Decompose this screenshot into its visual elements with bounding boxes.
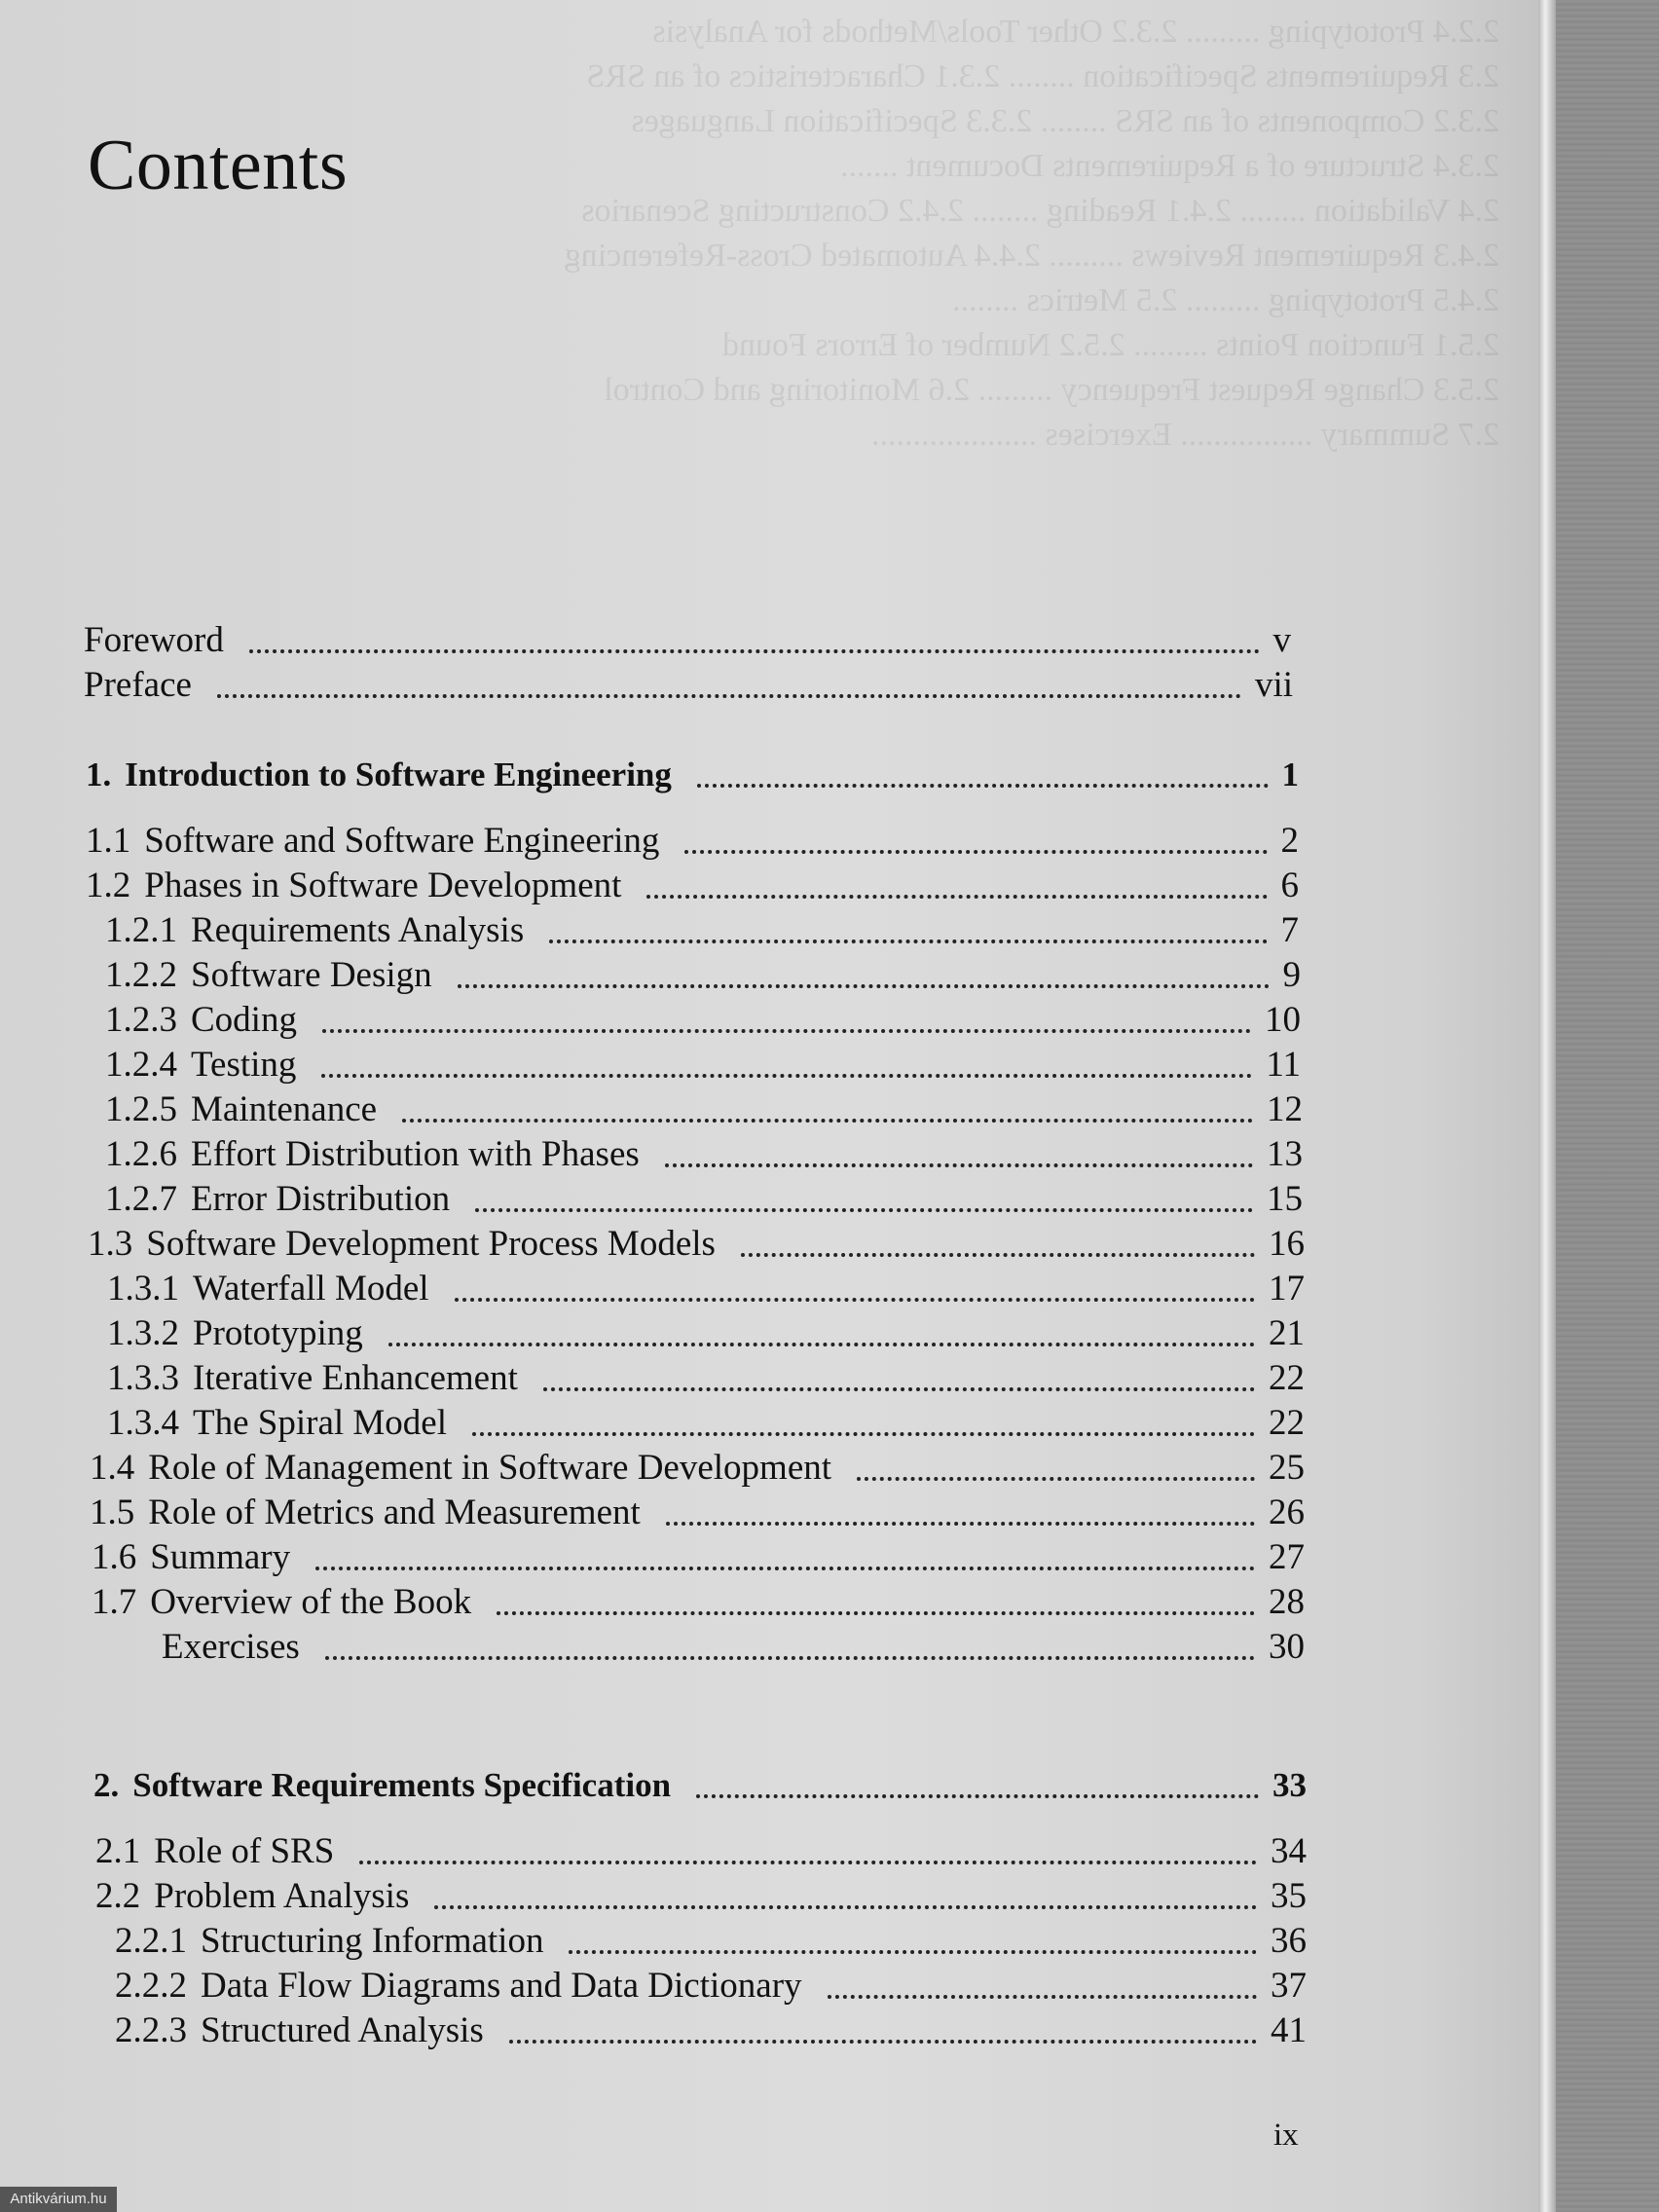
toc-entry-number: 1.5	[90, 1493, 135, 1532]
toc-entry-label: Structured Analysis	[201, 2010, 484, 2050]
toc-entry-number: 1.3	[88, 1224, 133, 1264]
toc-entry-number: 2.	[93, 1766, 120, 1804]
toc-entry-1-1[interactable]	[86, 820, 1299, 863]
toc-entry-1-4[interactable]	[90, 1447, 1305, 1490]
toc-entry-1-3-2[interactable]	[107, 1312, 1305, 1355]
toc-entry-number: 2.2.3	[115, 2010, 187, 2050]
toc-entry-label: Effort Distribution with Phases	[191, 1134, 640, 1174]
toc-entry-page: 13	[1267, 1134, 1303, 1174]
toc-entry-number: 1.	[86, 756, 112, 793]
toc-entry-label: Error Distribution	[191, 1179, 451, 1219]
toc-entry-page: 9	[1282, 955, 1301, 995]
toc-entry-number: 1.2.7	[105, 1179, 177, 1219]
toc-entry-label: Structuring Information	[201, 1921, 544, 1961]
watermark: Antikvárium.hu	[0, 2187, 117, 2212]
dot-leader	[402, 1109, 1253, 1123]
toc-entry-label: Software Requirements Specification	[132, 1766, 672, 1804]
toc-entry-number: 1.2	[86, 866, 131, 905]
toc-entry-page: 11	[1266, 1045, 1301, 1085]
toc-entry-page: 16	[1269, 1224, 1305, 1264]
toc-entry-label: Waterfall Model	[193, 1269, 429, 1309]
dot-leader	[696, 1785, 1259, 1798]
toc-entry-page: 27	[1269, 1537, 1305, 1577]
toc-entry-page: 7	[1280, 910, 1299, 950]
dot-leader	[217, 684, 1241, 698]
toc-entry-1-7[interactable]	[92, 1581, 1305, 1624]
dot-leader	[697, 774, 1269, 788]
toc-entry-1-2-2[interactable]	[105, 954, 1301, 997]
dot-leader	[325, 1646, 1255, 1660]
toc-entry-number: 2.2.2	[115, 1966, 187, 2006]
dot-leader	[665, 1154, 1253, 1167]
toc-chapter-1[interactable]	[86, 754, 1299, 796]
toc-entry-label: Software Design	[191, 955, 432, 995]
dot-leader	[741, 1243, 1255, 1257]
dot-leader	[857, 1467, 1255, 1481]
toc-entry-number: 2.1	[95, 1831, 141, 1871]
dot-leader	[569, 1940, 1257, 1954]
toc-entry-1-2-1[interactable]	[105, 909, 1299, 952]
toc-entry-label: Role of Management in Software Development	[148, 1448, 832, 1488]
dot-leader	[388, 1333, 1255, 1346]
toc-entry-page: 2	[1280, 821, 1299, 861]
show-through-text: 2.2.4 Prototyping ......... 2.3.2 Other Tools/Methods for Analysis 2.3 Requirements Specification ........ 2.3.1 Characteristics of an SRS 2.3.2 Components of an SRS ........ 2.3.3 Specification Languages 2.3.4 Structure of a Requirements Document ....... 2.4 Validation ........ 2.4.1 Reading ........ 2.4.2 Constructing Scenarios 2.4.3 Requirement Reviews ......... 2.4.4 Automated Cross-Referencing 2.4.5 Prototyping ......... 2.5 Metrics ........ 2.5.1 Function Points ......... 2.5.2 Number of Errors Found 2.5.3 Change Request Frequency ......... 2.6 Monitoring and Control 2.7 Summary ................ Exercises ....................	[564, 14, 1499, 453]
dot-leader	[458, 975, 1270, 988]
dot-leader	[497, 1602, 1255, 1615]
dot-leader	[475, 1198, 1253, 1212]
toc-entry-label: Software Development Process Models	[146, 1224, 716, 1264]
toc-entry-1-2-7[interactable]	[105, 1178, 1303, 1221]
toc-entry-number: 2.2.1	[115, 1921, 187, 1961]
toc-entry-number: 2.2	[95, 1876, 141, 1916]
toc-entry-page: 21	[1269, 1313, 1305, 1353]
toc-entry-1-3-1[interactable]	[107, 1268, 1305, 1310]
toc-entry-1-2-6[interactable]	[105, 1133, 1303, 1176]
toc-entry-label: Iterative Enhancement	[193, 1358, 518, 1398]
toc-entry-label: Foreword	[84, 620, 224, 660]
toc-entry-page: 12	[1267, 1089, 1303, 1129]
dot-leader	[646, 885, 1267, 899]
toc-entry-page: vii	[1254, 665, 1293, 705]
dot-leader	[684, 840, 1267, 854]
toc-entry-page: v	[1272, 620, 1291, 660]
toc-entry-number: 1.2.4	[105, 1045, 177, 1085]
toc-entry-label: Exercises	[162, 1627, 300, 1667]
toc-entry-label: Role of SRS	[154, 1831, 335, 1871]
toc-entry-1-2[interactable]	[86, 865, 1299, 907]
dot-leader	[322, 1019, 1251, 1033]
dot-leader	[549, 930, 1267, 943]
toc-entry-page: 25	[1269, 1448, 1305, 1488]
toc-entry-label: Coding	[191, 1000, 297, 1040]
toc-entry-label: The Spiral Model	[193, 1403, 448, 1443]
toc-entry-label: Requirements Analysis	[191, 910, 525, 950]
toc-entry-number: 1.2.5	[105, 1089, 177, 1129]
toc-entry-page: 28	[1269, 1582, 1305, 1622]
toc-entry-1-5[interactable]	[90, 1492, 1305, 1534]
toc-entry-exercises[interactable]	[162, 1626, 1305, 1669]
page-number: ix	[1273, 2118, 1299, 2153]
toc-entry-label: Overview of the Book	[150, 1582, 472, 1622]
toc-entry-label: Data Flow Diagrams and Data Dictionary	[201, 1966, 802, 2006]
toc-entry-page: 1	[1281, 756, 1299, 793]
toc-entry-page: 33	[1272, 1766, 1307, 1804]
toc-entry-number: 1.6	[92, 1537, 137, 1577]
toc-entry-label: Summary	[150, 1537, 291, 1577]
page-edge	[1538, 0, 1556, 2212]
toc-entry-1-3[interactable]	[88, 1223, 1305, 1266]
toc-entry-2-2[interactable]	[95, 1875, 1307, 1918]
toc-entry-label: Problem Analysis	[154, 1876, 410, 1916]
toc-entry-label: Phases in Software Development	[144, 866, 622, 905]
toc-entry-number: 1.4	[90, 1448, 135, 1488]
toc-entry-label: Introduction to Software Engineering	[125, 756, 672, 793]
toc-entry-2-2-1[interactable]	[115, 1920, 1307, 1963]
toc-entry-page: 6	[1280, 866, 1299, 905]
dot-leader	[472, 1422, 1255, 1436]
toc-entry-label: Testing	[191, 1045, 297, 1085]
toc-entry-number: 1.2.3	[105, 1000, 177, 1040]
page-title: Contents	[88, 126, 349, 205]
toc-entry-1-6[interactable]	[92, 1536, 1305, 1579]
toc-entry-label: Maintenance	[191, 1089, 378, 1129]
toc-entry-number: 1.2.1	[105, 910, 177, 950]
toc-entry-foreword[interactable]	[84, 619, 1291, 662]
toc-entry-1-3-4[interactable]	[107, 1402, 1305, 1445]
toc-entry-page: 17	[1269, 1269, 1305, 1309]
toc-entry-page: 15	[1267, 1179, 1303, 1219]
dot-leader	[321, 1064, 1252, 1078]
toc-entry-2-1[interactable]	[95, 1830, 1307, 1873]
dot-leader	[828, 1985, 1257, 1999]
toc-entry-number: 1.3.2	[107, 1313, 179, 1353]
toc-entry-page: 41	[1271, 2010, 1307, 2050]
dot-leader	[315, 1557, 1255, 1570]
dot-leader	[434, 1896, 1257, 1909]
toc-entry-1-3-3[interactable]	[107, 1357, 1305, 1400]
toc-entry-label: Preface	[84, 665, 192, 705]
toc-entry-number: 1.2.2	[105, 955, 177, 995]
dot-leader	[509, 2030, 1257, 2044]
toc-entry-page: 22	[1269, 1403, 1305, 1443]
toc-entry-page: 34	[1271, 1831, 1307, 1871]
dot-leader	[543, 1378, 1255, 1391]
toc-entry-label: Software and Software Engineering	[144, 821, 660, 861]
toc-entry-page: 30	[1269, 1627, 1305, 1667]
toc-entry-number: 1.3.4	[107, 1403, 179, 1443]
toc-entry-page: 37	[1271, 1966, 1307, 2006]
toc-entry-1-2-5[interactable]	[105, 1088, 1303, 1131]
book-background	[1556, 0, 1659, 2212]
toc-chapter-2[interactable]	[93, 1764, 1307, 1807]
toc-entry-1-2-4[interactable]	[105, 1044, 1301, 1087]
dot-leader	[249, 640, 1260, 653]
toc-entry-label: Role of Metrics and Measurement	[148, 1493, 641, 1532]
toc-entry-number: 1.2.6	[105, 1134, 177, 1174]
dot-leader	[455, 1288, 1255, 1302]
toc-entry-1-2-3[interactable]	[105, 999, 1301, 1042]
toc-entry-number: 1.3.3	[107, 1358, 179, 1398]
toc-entry-preface[interactable]	[84, 664, 1293, 707]
toc-entry-2-2-2[interactable]	[115, 1965, 1307, 2008]
toc-entry-page: 26	[1269, 1493, 1305, 1532]
toc-entry-page: 22	[1269, 1358, 1305, 1398]
toc-entry-number: 1.1	[86, 821, 131, 861]
toc-entry-label: Prototyping	[193, 1313, 363, 1353]
dot-leader	[359, 1851, 1257, 1864]
toc-entry-page: 10	[1265, 1000, 1301, 1040]
toc-entry-number: 1.3.1	[107, 1269, 179, 1309]
toc-entry-number: 1.7	[92, 1582, 137, 1622]
toc-entry-page: 36	[1271, 1921, 1307, 1961]
toc-entry-page: 35	[1271, 1876, 1307, 1916]
dot-leader	[666, 1512, 1255, 1526]
toc-entry-2-2-3[interactable]	[115, 2009, 1307, 2052]
